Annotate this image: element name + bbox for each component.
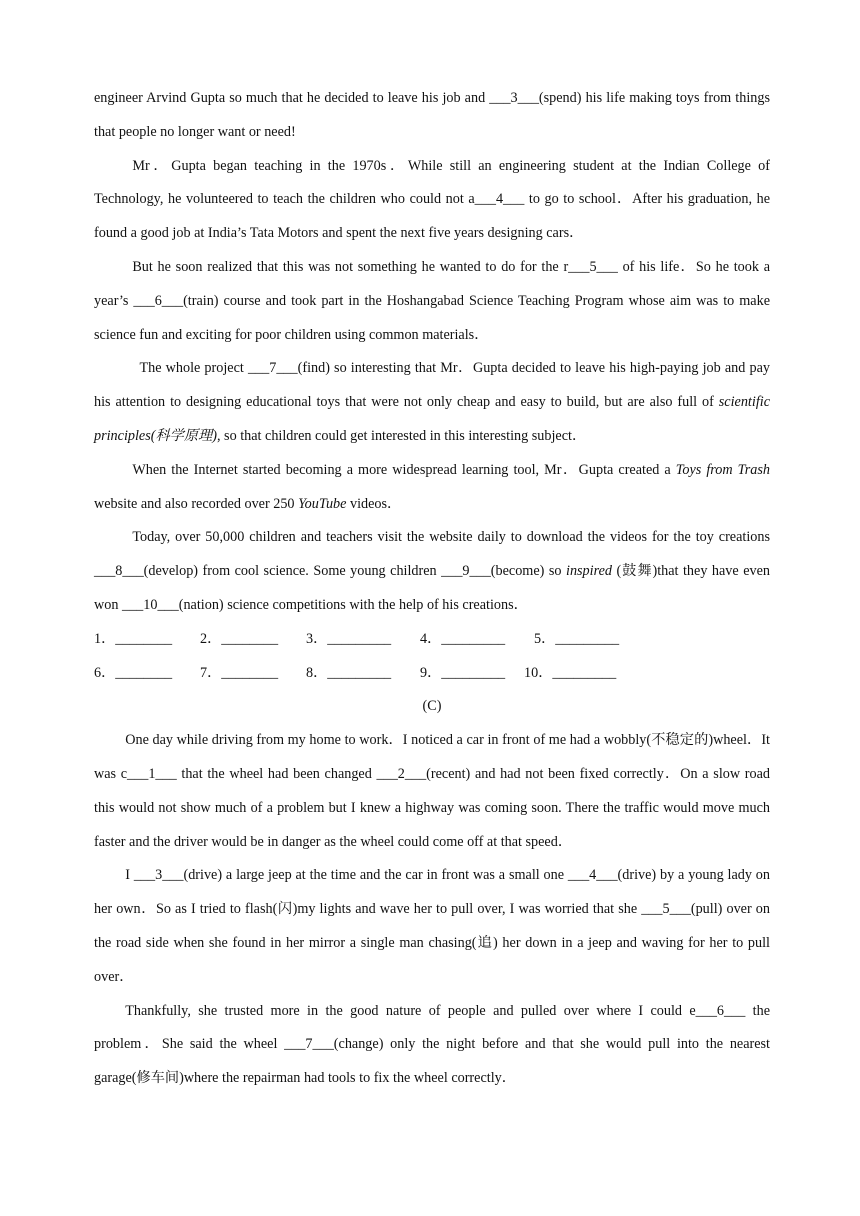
paragraph-b-4: [94, 352, 770, 453]
italic-run: Toys from Trash: [675, 461, 770, 478]
answer-blank-1[interactable]: 1．________: [94, 630, 173, 647]
text-run: The whole project ___7___(find) so interesting that Mr．Gupta decided to leave his high-paying job and pay his attention to designing educational toys that were not only cheap and easy to build, but are also full of: [94, 360, 770, 411]
text-run: , so that children could get interested in this interesting subject．: [216, 427, 587, 444]
paragraph-c-3: Thankfully, she trusted more in the good nature of people and pulled over where I could e___6___ the problem．She said the wheel ___7___(change) only the night before and that she would pull into the nearest garage(修车间)where the repairman had tools to fix the wheel correctly．: [94, 1002, 770, 1087]
italic-run: scientific principles(科学原理): [94, 394, 770, 444]
text-run: website and also recorded over 250: [94, 495, 299, 512]
paragraph-b-1: engineer Arvind Gupta so much that he decided to leave his job and ___3___(spend) his life making toys from things that people no longer want or need!: [94, 90, 770, 140]
text-run: videos．: [346, 495, 402, 512]
text-run: Today, over 50,000 children and teachers visit the website daily to download the videos for the toy creations ___8___(develop) from cool science. Some young children ___9___(become) so: [94, 529, 770, 580]
answer-blank-2[interactable]: 2．________: [200, 630, 279, 647]
italic-run: YouTube: [298, 495, 347, 512]
answer-blank-8[interactable]: 8．_________: [306, 664, 392, 681]
answer-row-2: [94, 657, 770, 691]
answer-blank-5[interactable]: 5．_________: [534, 630, 620, 647]
document-page: [94, 82, 770, 1096]
text-run: When the Internet started becoming a more widespread learning tool, Mr．Gupta created a: [132, 461, 676, 478]
section-heading: (C): [422, 698, 442, 715]
text-run: (鼓舞)that they have even won ___10___(nation) science competitions with the help of his creations．: [94, 563, 770, 613]
answer-blank-7[interactable]: 7．________: [200, 664, 279, 681]
italic-run: inspired: [566, 563, 612, 580]
answer-blank-10[interactable]: 10．_________: [524, 664, 617, 681]
paragraph-b-6: [94, 521, 770, 622]
answer-blank-6[interactable]: 6．________: [94, 664, 173, 681]
paragraph-c-1: One day while driving from my home to work．I noticed a car in front of me had a wobbly(不稳定的)wheel．It was c___1___ that the wheel had been changed ___2___(recent) and had not been fixed correctly．On a slow road this would not show much of a problem but I knew a highway was coming soon. There the traffic would move much faster and the driver would be in danger as the wheel could come off at that speed．: [94, 732, 770, 850]
paragraph-c-2: I ___3___(drive) a large jeep at the time and the car in front was a small one ___4___(drive) by a young lady on her own．So as I tried to flash(闪)my lights and wave her to pull over, I was worried that she ___5___(pull) over on the road side when she found in her mirror a single man chasing(追) her down in a jeep and waving for her to pull over．: [94, 867, 770, 985]
answer-row-1: [94, 623, 770, 657]
paragraph-b-5: [94, 454, 770, 522]
answer-blank-3[interactable]: 3．_________: [306, 630, 392, 647]
paragraph-b-2: Mr．Gupta began teaching in the 1970s．While still an engineering student at the Indian College of Technology, he volunteered to teach the children who could not a___4___ to go to school．After his graduation, he found a good job at India’s Tata Motors and spent the next five years designing cars．: [94, 157, 770, 242]
answer-blank-4[interactable]: 4．_________: [420, 630, 506, 647]
answer-blank-9[interactable]: 9．_________: [420, 664, 506, 681]
paragraph-b-3: But he soon realized that this was not something he wanted to do for the r___5___ of his life．So he took a year’s ___6___(train) course and took part in the Hoshangabad Science Teaching Program whose aim was to make science fun and exciting for poor children using common materials．: [94, 258, 770, 343]
